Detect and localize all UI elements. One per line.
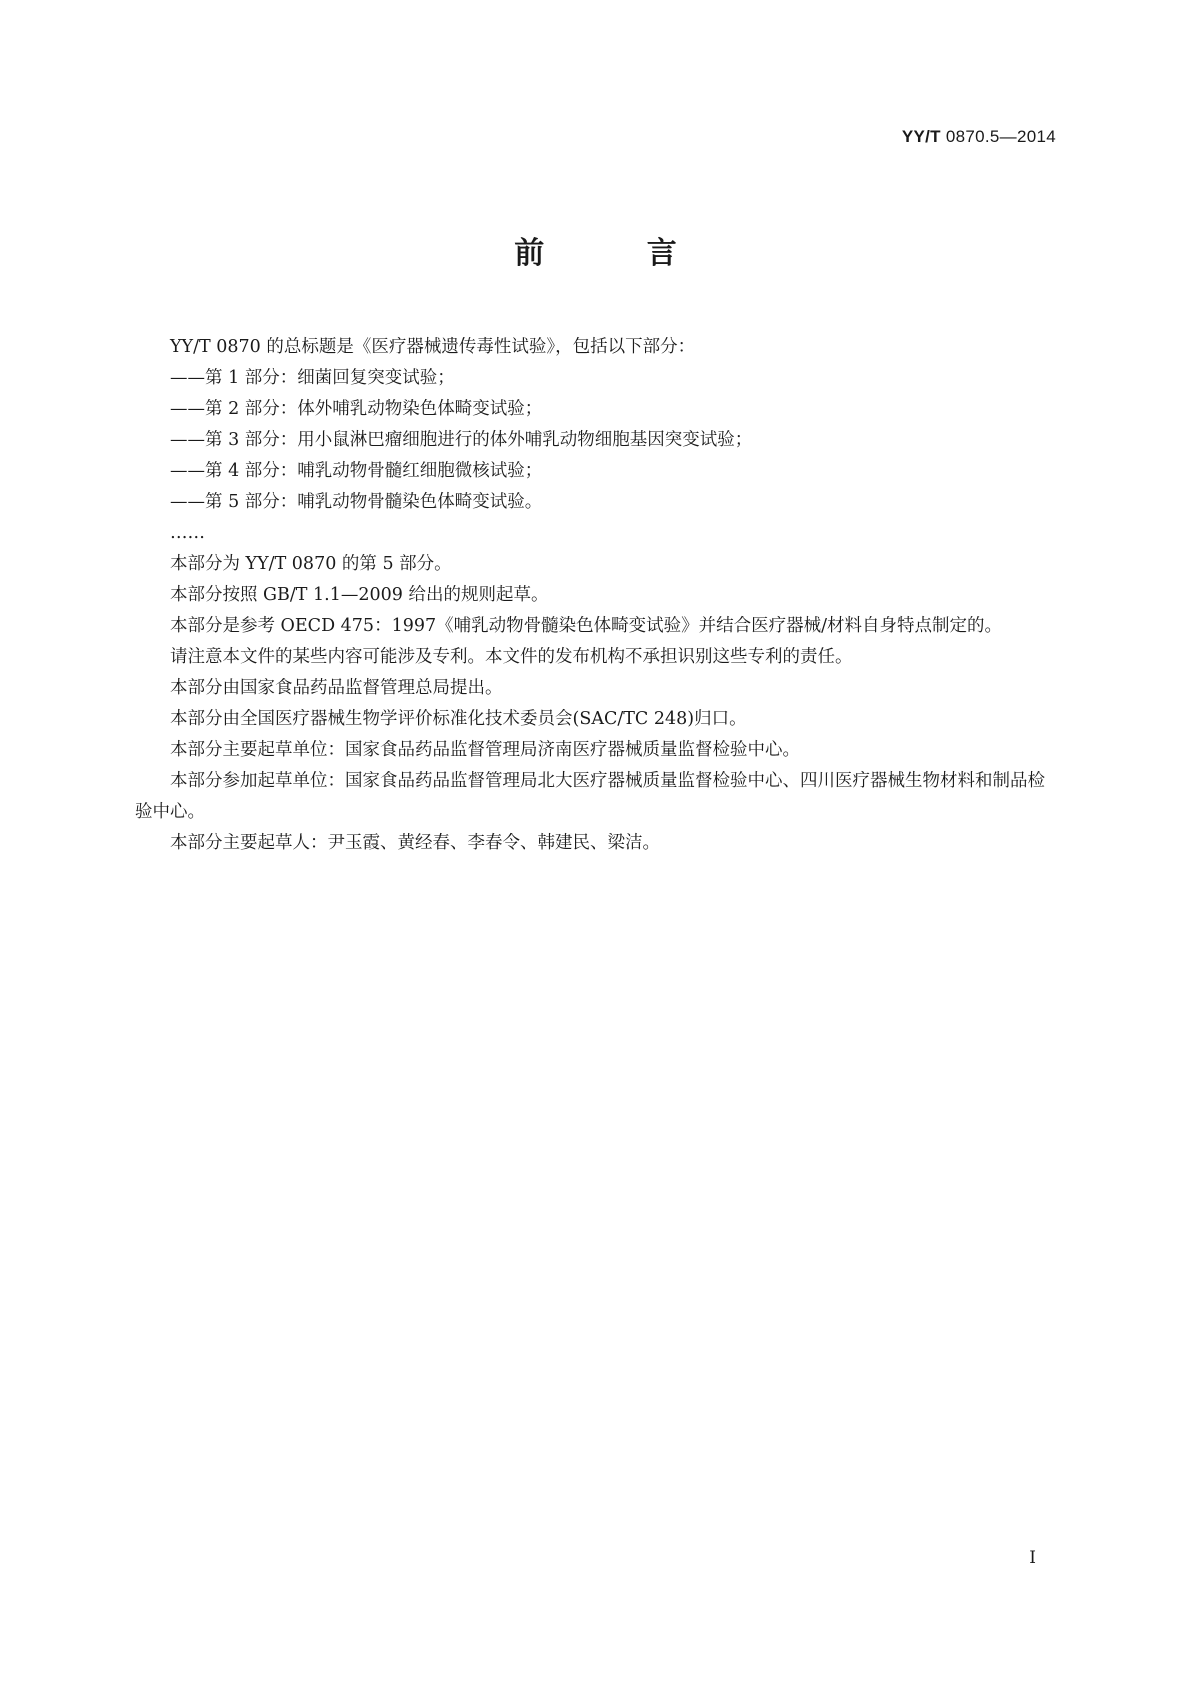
part-list-item: ——第 4 部分：哺乳动物骨髓红细胞微核试验；: [170, 461, 543, 481]
page-number: I: [1029, 1548, 1036, 1568]
body-paragraph: 请注意本文件的某些内容可能涉及专利。本文件的发布机构不承担识别这些专利的责任。: [170, 647, 853, 667]
body-paragraph: 本部分主要起草单位：国家食品药品监督管理局济南医疗器械质量监督检验中心。: [170, 740, 800, 760]
part-list-item: ——第 2 部分：体外哺乳动物染色体畸变试验；: [170, 399, 543, 419]
body-paragraph: 本部分参加起草单位：国家食品药品监督管理局北大医疗器械质量监督检验中心、四川医疗器械生物材料和制品检验中心。: [135, 771, 1045, 822]
part-list-ellipsis: ……: [170, 523, 205, 543]
body-paragraph: 本部分主要起草人：尹玉霞、黄经春、李春令、韩建民、梁洁。: [170, 833, 660, 853]
standard-code-number: 0870.5—2014: [940, 127, 1056, 146]
part-list-item: ——第 5 部分：哺乳动物骨髓染色体畸变试验。: [170, 492, 543, 512]
foreword-body: [135, 332, 1057, 859]
body-paragraph: 本部分为 YY/T 0870 的第 5 部分。: [170, 554, 452, 574]
body-paragraph: 本部分由全国医疗器械生物学评价标准化技术委员会(SAC/TC 248)归口。: [170, 709, 747, 729]
part-list-item: ——第 3 部分：用小鼠淋巴瘤细胞进行的体外哺乳动物细胞基因突变试验；: [170, 430, 753, 450]
standard-code-prefix: YY/T: [901, 127, 941, 146]
body-paragraph: 本部分按照 GB/T 1.1—2009 给出的规则起草。: [170, 585, 549, 605]
part-list-item: ——第 1 部分：细菌回复突变试验；: [170, 368, 455, 388]
page-title: 前 言: [514, 236, 723, 271]
body-paragraph: 本部分由国家食品药品监督管理总局提出。: [170, 678, 503, 698]
intro-paragraph: YY/T 0870 的总标题是《医疗器械遗传毒性试验》，包括以下部分：: [170, 337, 696, 357]
body-paragraph: 本部分是参考 OECD 475：1997《哺乳动物骨髓染色体畸变试验》并结合医疗器械/材料自身特点制定的。: [170, 616, 1002, 636]
document-header: [902, 127, 1056, 147]
